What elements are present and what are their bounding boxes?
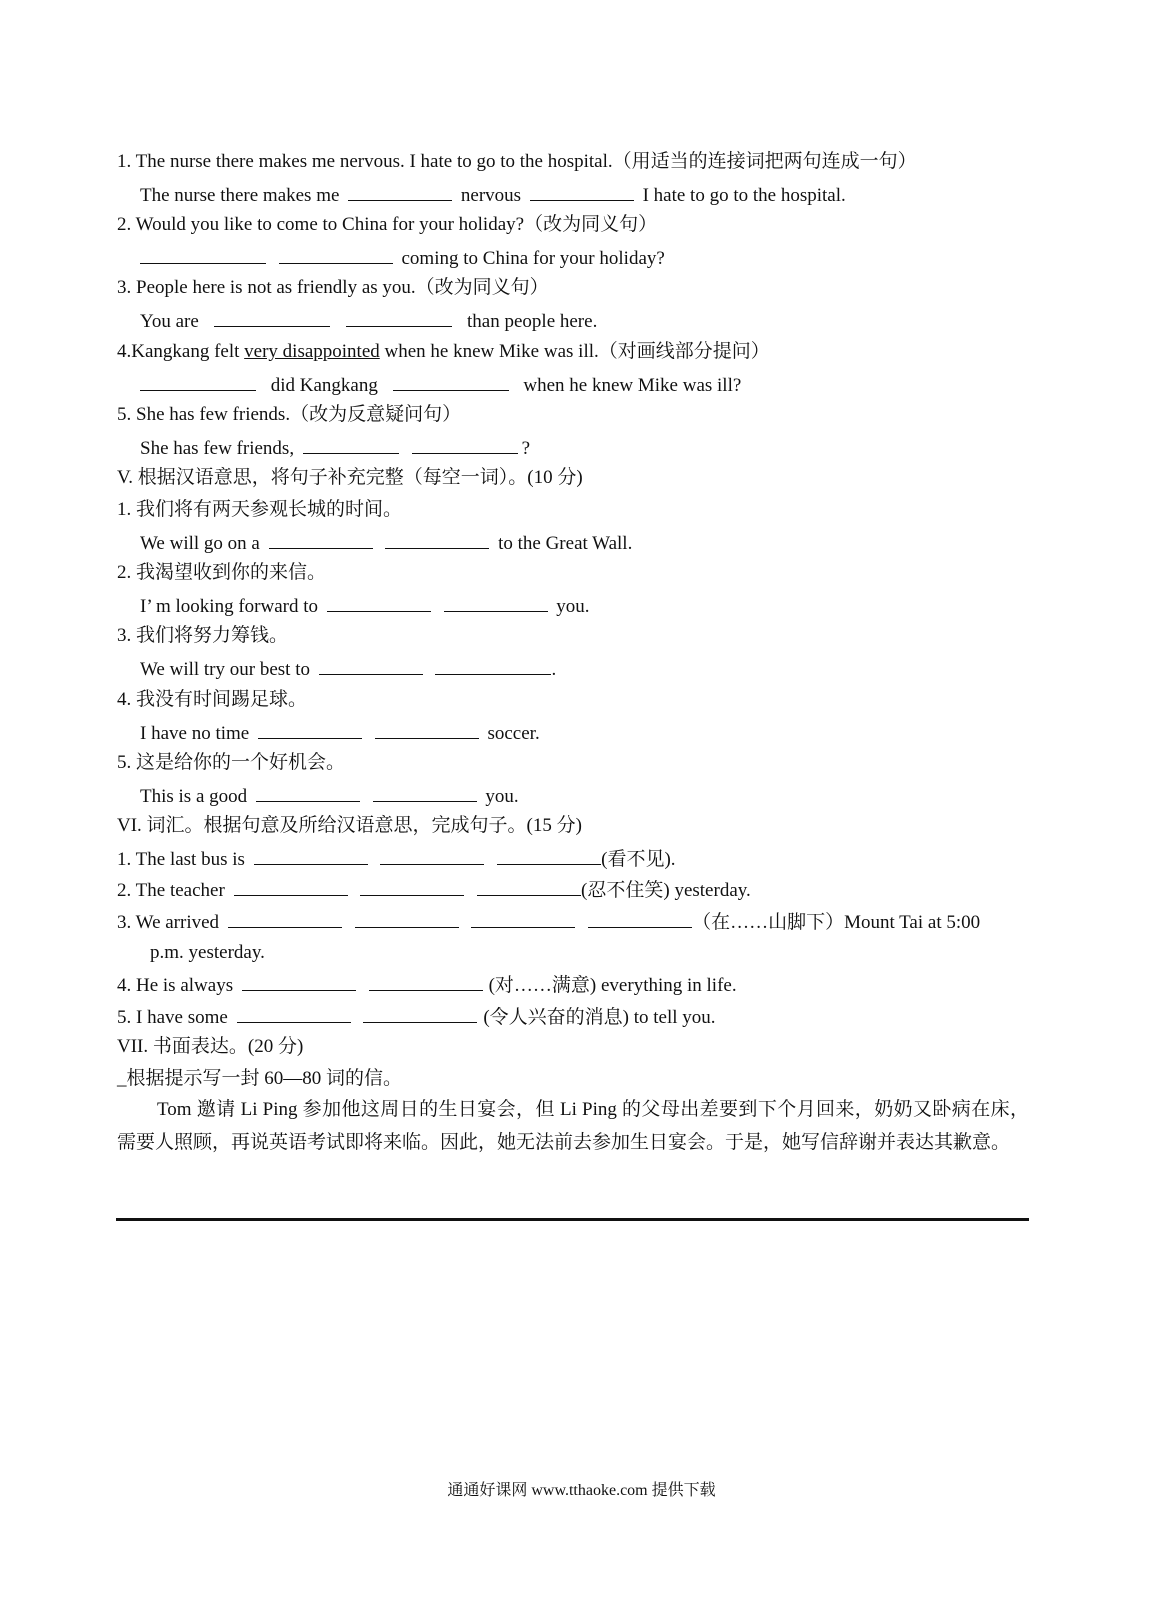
answer-blank[interactable]	[380, 846, 484, 865]
question-text: 1. The nurse there makes me nervous. I hate to go to the hospital.（用适当的连接词把两句连成一句）	[117, 151, 917, 172]
item-text: (看不见).	[601, 849, 676, 870]
chinese-prompt: 4. 我没有时间踢足球。	[117, 689, 308, 710]
answer-blank[interactable]	[588, 909, 692, 928]
answer-line	[140, 435, 530, 461]
answer-blank[interactable]	[214, 308, 330, 327]
answer-blank[interactable]	[228, 909, 342, 928]
answer-blank[interactable]	[497, 846, 601, 865]
answer-line	[140, 182, 846, 208]
writing-prompt: Tom 邀请 Li Ping 参加他这周日的生日宴会，但 Li Ping 的父母出差要到下个月回来，奶奶又卧病在床，需要人照顾，再说英语考试即将来临。因此，她无法前去参加生日宴会。于是，她写信辞谢并表达其歉意。	[117, 1099, 1029, 1153]
question-text-post: when he knew Mike was ill.（对画线部分提问）	[379, 341, 770, 362]
item-text: (忍不住笑) yesterday.	[581, 880, 751, 901]
answer-blank[interactable]	[256, 783, 360, 802]
answer-blank[interactable]	[373, 783, 477, 802]
answer-line	[140, 656, 556, 682]
answer-text: I hate to go to the hospital.	[642, 185, 846, 206]
answer-text: you.	[556, 596, 590, 617]
answer-blank[interactable]	[140, 372, 256, 391]
answer-text: The nurse there makes me	[140, 185, 340, 206]
section-divider	[116, 1218, 1029, 1221]
answer-blank[interactable]	[346, 308, 452, 327]
answer-line	[140, 245, 665, 271]
item-text: 3. We arrived	[117, 912, 220, 933]
answer-line	[140, 308, 597, 334]
answer-blank[interactable]	[412, 435, 518, 454]
answer-blank[interactable]	[355, 909, 459, 928]
answer-blank[interactable]	[254, 846, 368, 865]
answer-blank[interactable]	[140, 245, 266, 264]
answer-blank[interactable]	[258, 720, 362, 739]
item-text: 1. The last bus is	[117, 849, 245, 870]
underlined-phrase: very disappointed	[244, 341, 380, 362]
section-heading: VII. 书面表达。(20 分)	[117, 1036, 304, 1057]
question-text-pre: 4.Kangkang felt	[117, 341, 245, 362]
answer-blank[interactable]	[393, 372, 509, 391]
answer-blank[interactable]	[530, 182, 634, 201]
item-text: （在……山脚下）Mount Tai at 5:00	[692, 912, 981, 933]
answer-text: coming to China for your holiday?	[401, 248, 665, 269]
answer-blank[interactable]	[348, 182, 452, 201]
answer-blank[interactable]	[369, 972, 483, 991]
answer-text: You are	[140, 311, 199, 332]
answer-text: you.	[485, 786, 519, 807]
answer-blank[interactable]	[471, 909, 575, 928]
answer-text: than people here.	[467, 311, 598, 332]
question-text: 2. Would you like to come to China for your holiday?（改为同义句）	[117, 214, 658, 235]
chinese-prompt: 3. 我们将努力筹钱。	[117, 625, 289, 646]
item-text: (对……满意) everything in life.	[488, 975, 737, 996]
answer-blank[interactable]	[242, 972, 356, 991]
section-heading: V. 根据汉语意思，将句子补充完整（每空一词）。(10 分)	[117, 467, 583, 488]
vocab-item	[117, 877, 751, 903]
answer-line	[140, 593, 590, 619]
answer-text: We will try our best to	[140, 659, 310, 680]
answer-blank[interactable]	[279, 245, 393, 264]
chinese-prompt: 1. 我们将有两天参观长城的时间。	[117, 499, 403, 520]
answer-blank[interactable]	[360, 877, 464, 896]
answer-text: to the Great Wall.	[498, 533, 633, 554]
answer-text: She has few friends,	[140, 438, 295, 459]
answer-blank[interactable]	[303, 435, 399, 454]
answer-text: We will go on a	[140, 533, 260, 554]
item-text: 4. He is always	[117, 975, 234, 996]
answer-blank[interactable]	[363, 1004, 477, 1023]
answer-text: did Kangkang	[270, 375, 378, 396]
answer-blank[interactable]	[444, 593, 548, 612]
item-text: 5. I have some	[117, 1007, 228, 1028]
answer-text: This is a good	[140, 786, 248, 807]
answer-blank[interactable]	[269, 530, 373, 549]
answer-blank[interactable]	[385, 530, 489, 549]
item-text: 2. The teacher	[117, 880, 225, 901]
answer-blank[interactable]	[237, 1004, 351, 1023]
answer-text: when he knew Mike was ill?	[523, 375, 742, 396]
question-text	[117, 340, 770, 364]
answer-text: soccer.	[487, 723, 540, 744]
item-text: (令人兴奋的消息) to tell you.	[483, 1007, 716, 1028]
answer-line	[140, 783, 519, 809]
answer-text: I have no time	[140, 723, 250, 744]
vocab-item	[117, 1004, 716, 1030]
answer-line	[140, 530, 632, 556]
vocab-item	[117, 846, 676, 872]
answer-blank[interactable]	[327, 593, 431, 612]
answer-text: nervous	[460, 185, 522, 206]
answer-blank[interactable]	[477, 877, 581, 896]
answer-text: I’ m looking forward to	[140, 596, 318, 617]
answer-blank[interactable]	[375, 720, 479, 739]
question-text: 5. She has few friends.（改为反意疑问句）	[117, 404, 462, 425]
question-text: 3. People here is not as friendly as you.（改为同义句）	[117, 277, 549, 298]
answer-blank[interactable]	[319, 656, 423, 675]
answer-blank[interactable]	[435, 656, 551, 675]
answer-blank[interactable]	[234, 877, 348, 896]
answer-line	[140, 720, 540, 746]
vocab-item	[117, 972, 737, 998]
vocab-item-continued: p.m. yesterday.	[150, 942, 265, 963]
answer-text: ?	[521, 438, 531, 459]
chinese-prompt: 5. 这是给你的一个好机会。	[117, 752, 346, 773]
answer-line	[140, 372, 741, 398]
writing-instruction: _根据提示写一封 60—80 词的信。	[117, 1068, 403, 1089]
answer-text: .	[551, 659, 557, 680]
section-heading: VI. 词汇。根据句意及所给汉语意思，完成句子。(15 分)	[117, 815, 582, 836]
chinese-prompt: 2. 我渴望收到你的来信。	[117, 562, 327, 583]
vocab-item	[117, 909, 980, 935]
page-footer: 通通好课网 www.tthaoke.com 提供下载	[447, 1482, 716, 1499]
